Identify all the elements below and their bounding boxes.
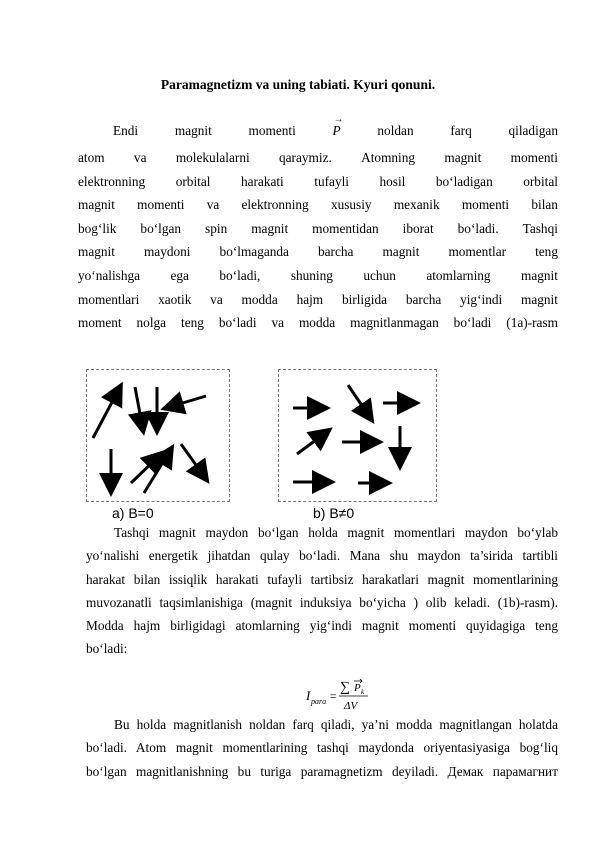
word: modda	[241, 291, 278, 307]
para1-line	[78, 174, 558, 190]
word: moment	[78, 315, 122, 331]
word: momenti	[248, 123, 296, 138]
text-line: bo‘lgan magnitlanishning bu turiga paramagnetizm deyiladi. Демак парамагнит	[86, 763, 558, 779]
text-line: yo‘nalishi energetik jihatdan qulay bo‘ladi. Mana shu maydon ta’sirida tartibli	[86, 548, 558, 564]
text-line: Tashqi magnit maydon bo‘lgan holda magnit momentlari maydon bo‘ylab	[114, 525, 558, 540]
word: qaraymiz.	[279, 150, 332, 165]
word: (1a)-rasm	[506, 315, 558, 331]
word: momenti	[137, 197, 185, 213]
word: harakati	[240, 173, 284, 189]
word: bo‘lgan	[140, 220, 182, 236]
para1-line1	[113, 123, 558, 139]
moment-vector-symbol: → P	[333, 123, 341, 139]
word: va	[133, 150, 147, 165]
para1-line	[78, 221, 558, 237]
word: momentidan	[312, 220, 379, 236]
formula	[298, 678, 388, 718]
word: qiladigan	[508, 123, 558, 138]
word: orbital	[175, 173, 211, 189]
word: bo‘ladi.	[457, 220, 499, 236]
word: hosil	[379, 173, 406, 189]
moment-arrow	[348, 385, 371, 419]
word: hajm	[296, 291, 324, 307]
moment-arrow	[297, 431, 328, 454]
word: momentlari	[78, 291, 140, 307]
word: barcha	[405, 291, 442, 307]
word: ega	[170, 268, 189, 283]
word: spin	[205, 220, 228, 236]
word: atomlarning	[426, 268, 491, 283]
word: tufayli	[314, 173, 349, 189]
word: bo‘lmaganda	[219, 244, 289, 260]
word: bo‘ladi	[453, 315, 492, 331]
word: noldan	[377, 123, 414, 138]
formula-lhs: I	[306, 688, 311, 703]
figure-a-box	[86, 369, 230, 502]
word: magnit	[521, 291, 558, 307]
moment-arrow	[131, 454, 161, 483]
word: magnit	[444, 150, 482, 165]
word: magnit	[78, 244, 115, 260]
formula-lhs-sub: para	[311, 697, 327, 706]
word: magnit	[78, 197, 115, 213]
text-line: bo‘ladi. Atom magnit momentlarining tashqi maydonda oriyentasiyasiga bog‘liq	[86, 740, 558, 756]
word: Endi	[113, 123, 139, 138]
word: yo‘nalishga	[78, 268, 141, 283]
text-line: Bu holda magnitlanish noldan farq qiladi, ya’ni modda magnitlangan holatda	[114, 717, 558, 732]
formula-denominator: ΔV	[344, 700, 358, 712]
word: farq	[450, 123, 472, 138]
word: magnitlanmagan	[350, 315, 439, 331]
word: elektronning	[78, 173, 146, 189]
word: elektronning	[241, 197, 309, 213]
formula-k: k	[361, 688, 365, 696]
word: momenti	[510, 150, 558, 165]
page-title: Paramagnetizm va uning tabiati. Kyuri qonuni.	[160, 77, 436, 92]
word: maydoni	[143, 244, 191, 260]
para1-line	[78, 197, 558, 213]
word: va	[210, 291, 223, 307]
word: bog‘lik	[78, 220, 117, 236]
moment-arrow	[181, 444, 206, 479]
word: bo‘ladi,	[219, 268, 261, 283]
caption-a: a) B=0	[112, 505, 154, 521]
word: teng	[535, 244, 558, 260]
word: Atomning	[361, 150, 416, 165]
moment-arrow	[93, 387, 120, 438]
para2	[86, 521, 558, 661]
word: va	[271, 315, 285, 331]
formula-sum: ∑	[340, 680, 350, 695]
word: momentlar	[448, 244, 507, 260]
word: yig‘indi	[460, 291, 503, 307]
word: teng	[181, 315, 204, 331]
moment-arrow	[135, 387, 143, 430]
formula-eq: =	[329, 689, 338, 703]
text-line: muvozanatli taqsimlanishiga (magnit induksiya bo‘yicha ) olib keladi. (1b)-rasm).	[86, 594, 558, 610]
word: bo‘ladi	[218, 315, 257, 331]
word: momenti	[461, 197, 510, 213]
word: Tashqi	[522, 220, 558, 236]
word: orbital	[523, 173, 558, 189]
caption-b: b) B≠0	[313, 505, 355, 521]
text-line: Modda hajm birligidagi atomlarning yig‘indi magnit momenti quyidagiga teng	[86, 618, 558, 634]
word: birligida	[341, 291, 388, 307]
word: bilan	[531, 197, 558, 213]
word: xususiy	[330, 197, 372, 213]
word: bo‘ladigan	[435, 173, 493, 189]
word: modda	[298, 315, 336, 331]
word: shuning	[290, 268, 333, 283]
figure-a-arrows	[87, 370, 229, 501]
text-line: harakat bilan issiqlik harakati tufayli tartibsiz harakatlari magnit momentlarining	[86, 571, 558, 587]
text-line: bo‘ladi:	[86, 641, 128, 657]
word: magnit	[251, 220, 289, 236]
word: atom	[78, 150, 105, 165]
moment-arrow	[166, 396, 206, 408]
word: uchun	[363, 268, 396, 283]
para1-line	[78, 315, 558, 331]
para1-line	[78, 268, 558, 284]
formula-p: P	[354, 682, 361, 694]
figure-b-box	[278, 369, 437, 502]
para1-line	[78, 150, 558, 166]
word: magnit	[382, 244, 420, 260]
word: xaotik	[158, 291, 192, 307]
word: magnit	[521, 268, 558, 283]
word: iborat	[402, 220, 434, 236]
word: molekulalarni	[175, 150, 250, 165]
para3	[86, 713, 558, 783]
word: mexanik	[393, 197, 440, 213]
word: barcha	[318, 244, 354, 260]
word: va	[206, 197, 220, 213]
word: nolga	[136, 315, 167, 331]
word: magnit	[174, 123, 212, 138]
para1-line	[78, 244, 558, 260]
figure-b-arrows	[279, 370, 436, 501]
para1-line	[78, 292, 558, 308]
